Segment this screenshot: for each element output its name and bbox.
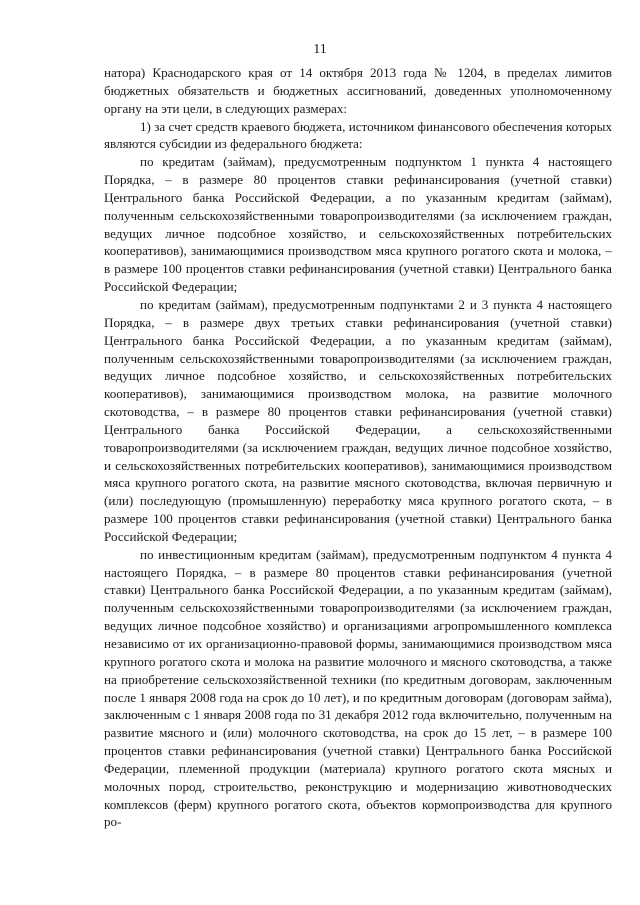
paragraph-subpoint-4-1: по кредитам (займам), предусмотренным подпунктом 1 пункта 4 настоящего Порядка, – в размере 80 процентов ставки рефинансирования (учетной ставки) Центрального банка Российской Федерации, а по указанным кредитам (займам), полученным сельскохозяйственными товаропроизводителями (за исключением граждан, ведущих личное подсобное хозяйство, и сельскохозяйственных потребительских кооперативов), занимающимися производством мяса крупного рогатого скота и молока, – в размере 100 процентов ставки рефинансирования (учетной ставки) Центрального банка Российской Федерации; — [104, 154, 612, 295]
paragraph-subpoints-4-2-3: по кредитам (займам), предусмотренным подпунктами 2 и 3 пункта 4 настоящего Порядка, – в размере двух третьих ставки рефинансирования (учетной ставки) Центрального банка Российской Федерации, а по указанным кредитам (займам), полученным сельскохозяйственными товаропроизводителями (за исключением граждан, ведущих личное подсобное хозяйство, и сельскохозяйственных потребительских кооперативов), занимающимися производством молока, на развитие молочного скотоводства, – в размере 80 процентов ставки рефинансирования (учетной ставки) Центрального банка Российской Федерации, а сельскохозяйственными товаропроизводителями (за исключением граждан, ведущих личное подсобное хозяйство, и сельскохозяйственных потребительских кооперативов), занимающимися производством мяса крупного рогатого скота, на развитие мясного скотоводства, включая первичную и (или) последующую (промышленную) переработку мяса крупного рогатого скота, – в размере 100 процентов ставки рефинансирования (учетной ставки) Центрального банка Российской Федерации; — [104, 296, 612, 544]
paragraph-continuation: натора) Краснодарского края от 14 октября 2013 года № 1204, в пределах лимитов бюджетных обязательств и бюджетных ассигнований, доведенных уполномоченному органу на эти цели, в следующих размерах: — [104, 65, 612, 116]
document-body — [104, 64, 612, 831]
page-number: 11 — [313, 42, 327, 57]
paragraph-item-1: 1) за счет средств краевого бюджета, источником финансового обеспечения которых являются субсидии из федерального бюджета: — [104, 118, 612, 152]
paragraph-investment-credits: по инвестиционным кредитам (займам), предусмотренным подпунктом 4 пункта 4 настоящего Порядка, – в размере 80 процентов ставки рефинансирования (учетной ставки) Центрального банка Российской Федерации, а по указанным кредитам (займам), полученным сельскохозяйственными товаропроизводителями (за исключением граждан, ведущих личное подсобное хозяйство) и организациями агропромышленного комплекса независимо от их организационно-правовой формы, занимающимися производством мяса крупного рогатого скота и молока на развитие молочного и мясного скотоводства, а также на приобретение сельскохозяйственной техники (по кредитным договорам, заключенным после 1 января 2008 года на срок до 10 лет), и по кредитным договорам (договорам займа), заключенным с 1 января 2008 года по 31 декабря 2012 года включительно, полученным на развитие мясного и (или) молочного скотоводства, на срок до 15 лет, – в размере 100 процентов ставки рефинансирования (учетной ставки) Центрального банка Российской Федерации, племенной продукции (материала) крупного рогатого скота мясных и молочных пород, строительство, реконструкцию и модернизацию животноводческих комплексов (ферм) крупного рогатого скота, объектов кормопроизводства для крупного ро- — [104, 546, 612, 830]
